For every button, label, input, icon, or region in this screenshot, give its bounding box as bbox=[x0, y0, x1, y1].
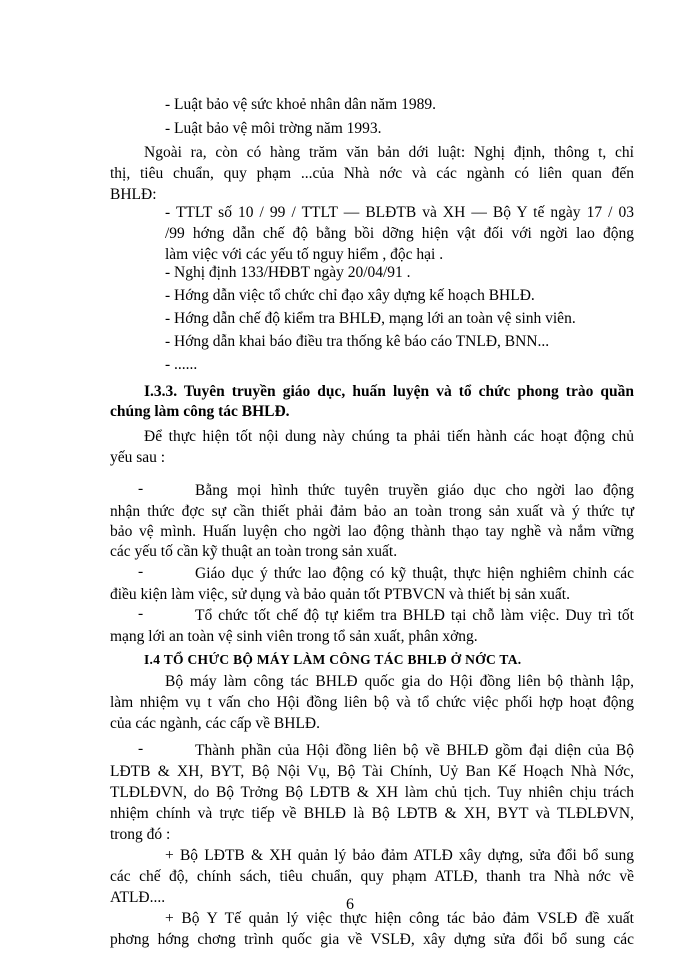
paragraph-line: LĐTB & XH, BYT, Bộ Nội Vụ, Bộ Tài Chính, Uỷ Ban Kế Hoạch Nhà Nớc, bbox=[110, 763, 634, 780]
paragraph-line: Giáo dục ý thức lao động có kỹ thuật, thực hiện nghiêm chỉnh các bbox=[195, 565, 634, 582]
paragraph-line: các yếu tố cần kỹ thuật an toàn trong sản xuất. bbox=[110, 543, 398, 560]
doc-item: /99 hớng dẫn chế độ bằng bồi dỡng hiện vật đối với ngời lao động bbox=[165, 225, 634, 242]
paragraph-line: Bộ máy làm công tác BHLĐ quốc gia do Hội đồng liên bộ thành lập, bbox=[165, 673, 634, 690]
paragraph-line: + Bộ Y Tế quản lý việc thực hiện công tác bảo đảm VSLĐ đề xuất bbox=[165, 910, 634, 927]
intro-line: thị, tiêu chuẩn, quy phạm ...của Nhà nớc và các ngành có liên quan đến bbox=[110, 165, 634, 182]
paragraph-line: yếu sau : bbox=[110, 449, 166, 466]
doc-item: - Nghị định 133/HĐBT ngày 20/04/91 . bbox=[165, 264, 411, 281]
doc-item: - Hớng dẫn chế độ kiểm tra BHLĐ, mạng lới an toàn vệ sinh viên. bbox=[165, 310, 576, 327]
paragraph-line: ATLĐ.... bbox=[110, 889, 166, 906]
paragraph-line: phơng hớng chơng trình quốc gia về VSLĐ, xây dựng sửa đổi bổ sung các bbox=[110, 931, 634, 948]
page-number: 6 bbox=[346, 896, 354, 913]
paragraph-line: Thành phần của Hội đồng liên bộ về BHLĐ gồm đại diện của Bộ bbox=[195, 742, 634, 759]
paragraph-line: Bằng mọi hình thức tuyên truyền giáo dục cho ngời lao động bbox=[195, 482, 634, 499]
bullet-dash: - bbox=[138, 605, 144, 622]
paragraph-line: nhận thức đợc sự cần thiết phải đảm bảo an toàn trong sản xuất và ý thức tự bbox=[110, 503, 634, 520]
doc-item: - ...... bbox=[165, 356, 198, 373]
bullet-dash: - bbox=[138, 740, 144, 757]
paragraph-line: mạng lới an toàn vệ sinh viên trong tổ sản xuất, phân xởng. bbox=[110, 628, 478, 645]
paragraph-line: trong đó : bbox=[110, 826, 171, 843]
intro-line: Ngoài ra, còn có hàng trăm văn bản dới luật: Nghị định, thông t, chỉ bbox=[144, 144, 634, 161]
doc-item: - Hớng dẫn việc tổ chức chỉ đạo xây dựng kế hoạch BHLĐ. bbox=[165, 287, 535, 304]
paragraph-line: làm nhiệm vụ t vấn cho Hội đồng liên bộ và tổ chức việc phối hợp hoạt động bbox=[110, 694, 634, 711]
intro-line: BHLĐ: bbox=[110, 186, 157, 203]
section-title: I.3.3. Tuyên truyền giáo dục, huấn luyện và tổ chức phong trào quần bbox=[144, 383, 634, 400]
paragraph-line: Tổ chức tốt chế độ tự kiểm tra BHLĐ tại chỗ làm việc. Duy trì tốt bbox=[195, 607, 634, 624]
paragraph-line: của các ngành, các cấp về BHLĐ. bbox=[110, 715, 320, 732]
law-item: - Luật bảo vệ sức khoẻ nhân dân năm 1989. bbox=[165, 96, 436, 113]
paragraph-line: + Bộ LĐTB & XH quản lý bảo đảm ATLĐ xây dựng, sửa đổi bổ sung bbox=[165, 847, 634, 864]
doc-item: làm việc với các yếu tố nguy hiểm , độc hại . bbox=[165, 246, 444, 263]
section-title: chúng làm công tác BHLĐ. bbox=[110, 403, 290, 420]
doc-item: - Hớng dẫn khai báo điều tra thống kê báo cáo TNLĐ, BNN... bbox=[165, 333, 550, 350]
law-item: - Luật bảo vệ môi trờng năm 1993. bbox=[165, 120, 382, 137]
bullet-dash: - bbox=[138, 480, 144, 497]
paragraph-line: bảo vệ mình. Huấn luyện cho ngời lao động thành thạo tay nghề và nắm vững bbox=[110, 523, 634, 540]
doc-item: - TTLT số 10 / 99 / TTLT — BLĐTB và XH — Bộ Y tế ngày 17 / 03 bbox=[165, 204, 634, 221]
paragraph-line: TLĐLĐVN, do Bộ Trởng Bộ LĐTB & XH làm chủ tịch. Tuy nhiên chịu trách bbox=[110, 784, 634, 801]
section-title: I.4 TỔ CHỨC BỘ MÁY LÀM CÔNG TÁC BHLĐ Ở NỚC TA. bbox=[144, 652, 522, 667]
paragraph-line: điều kiện làm việc, sử dụng và bảo quản tốt PTBVCN và thiết bị sản xuất. bbox=[110, 586, 570, 603]
paragraph-line: Để thực hiện tốt nội dung này chúng ta phải tiến hành các hoạt động chủ bbox=[144, 428, 634, 445]
paragraph-line: các chế độ, chính sách, tiêu chuẩn, quy phạm ATLĐ, thanh tra Nhà nớc về bbox=[110, 868, 634, 885]
paragraph-line: nhiệm chính và trực tiếp về BHLĐ là Bộ LĐTB & XH, BYT và TLĐLĐVN, bbox=[110, 805, 634, 822]
bullet-dash: - bbox=[138, 563, 144, 580]
